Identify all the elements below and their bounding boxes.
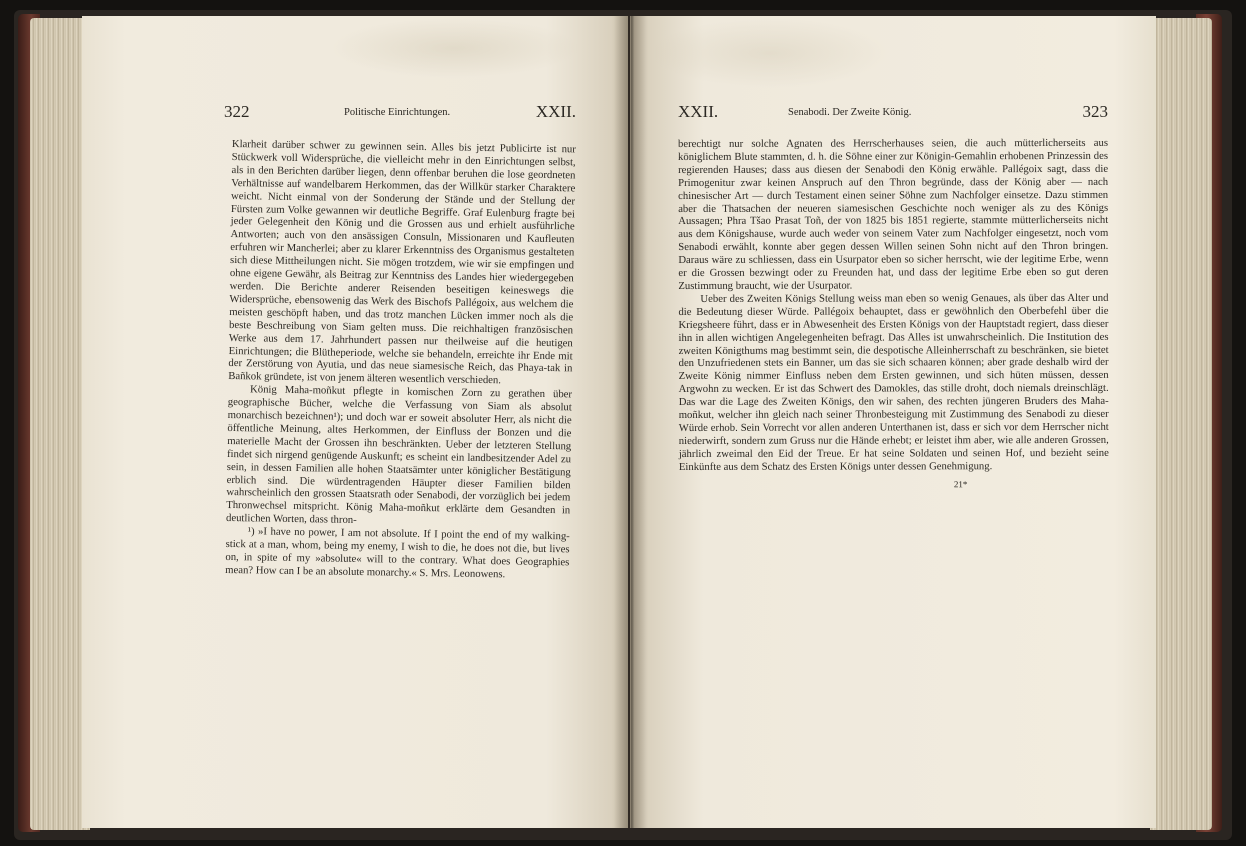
left-page-body <box>225 138 576 582</box>
left-page-header <box>224 102 576 128</box>
paragraph: Ueber des Zweiten Königs Stellung weiss man eben so wenig Genaues, als über das Alter und die Bedeutung dieser Würde. Pallégoix behauptet, dass er gewöhnlich den Oberbefehl über die Kriegsheere führt, dass er in Abwesenheit des Ersten Königs von der Hauptstadt regiert, dass dieser ihn in allen wichtigen Angelegenheiten befragt. Das Alles ist unwahrscheinlich. Die Institution des zweiten Königthums mag bestimmt sein, die despotische Alleinherrschaft zu beschränken, sie bietet den Unzufriedenen stets ein Banner, um das sie sich schaaren können; aber grade deshalb wird der Zweite König nimmer Einfluss neben dem Ersten gewinnen, und sich hüten müssen, dessen Argwohn zu wecken. Er ist das Schwert des Damokles, das stille droht, doch niemals dreinschlägt. Das war die Lage des Zweiten Königs, den wir sahen, des rechten jüngeren Bruders des Maha-moñkut, welcher ihn gleich nach seiner Thronbesteigung mit Zustimmung des Senabodi zu dieser Würde erhob. Sein Vorrecht vor allen anderen Unterthanen ist, dass er sich vor dem Herrscher nicht niederwirft, sondern zum Gruss nur die Hände erhebt; er leistet ihm aber, wie alle anderen Grossen, jährlich zweimal den Eid der Treue. Er hat seine Soldaten und seinen Hof, und bezieht seine Einkünfte aus dem Schatz des Ersten Königs unter dessen Genehmigung. <box>678 291 1109 473</box>
right-section-number: XXII. <box>678 102 719 121</box>
right-page-header <box>678 102 1108 128</box>
paragraph: berechtigt nur solche Agnaten des Herrscherhauses seien, die auch mütterlicherseits aus königlichem Blute stammten, d. h. die Söhne einer zur Königin-Gemahlin erhobenen Prinzessin des regierenden Hauses; dass aus diesen der Senabodi den König erwähle. Pallégoix sagt, dass die Primogenitur zwar keinen Anspruch auf den Thron begründe, dass der König aber — nach chinesischer Art — durch Testament einen seiner Söhne zum Nachfolger einsetze. Dazu stimmen aber die Thatsachen der neueren siamesischen Geschichte noch weniger als zu des Königs Aussagen; Phra Tšao Prasat Toñ, der von 1825 bis 1851 regierte, stammte mütterlicherseits nicht aus dem Königshause, wurde auch weder von seinem Vater zum Nachfolger eingesetzt, noch vom Senabodi erwählt, konnte aber gegen dessen Willen seinen Sohn nicht auf den Thron bringen. Daraus wäre zu schliessen, dass ein Usurpator eben so sicher herrscht, wie der legitime Erbe, wenn er die Grossen bezwingt oder zu Freunden hat, und dass der legitime Erbe eben so gut deren Zustimmung braucht, wie der Usurpator. <box>678 136 1109 292</box>
right-running-title: Senabodi. Der Zweite König. <box>788 107 912 118</box>
left-running-title: Politische Einrichtungen. <box>344 107 451 118</box>
right-page-number: 323 <box>1082 102 1108 121</box>
paper-stain <box>330 18 580 78</box>
paper-stain <box>650 18 890 88</box>
left-page <box>82 16 628 828</box>
paragraph: Klarheit darüber schwer zu gewinnen sein. Alles bis jetzt Publicirte ist nur Stückwerk voll Widersprüche, die vielleicht mehr in den Einrichtungen selbst, als in den Berichten darüber liegen, denn offenbar beruhen die lose geordneten Verhältnisse auf wandelbarem Herkommen, das der Willkür starker Charaktere weicht. Nicht einmal von der Sonderung der Stände und der Stellung der Fürsten zum Volke gewannen wir deutliche Begriffe. Graf Eulenburg fragte bei jeder Gelegenheit den König und die Grossen aus und erhielt ausführliche Antworten; auch von den ansässigen Consuln, Missionaren und Kaufleuten erfuhren wir Mancherlei; aber zu klarer Erkenntniss des Organismus gestalteten sich diese Mittheilungen nicht. Sie mögen trotzdem, wie wir sie empfingen und ohne eigene Gewähr, als Beitrag zur Kenntniss des Landes hier wiedergegeben werden. Die Berichte anderer Reisenden beseitigen keineswegs die Widersprüche, ebensowenig das Werk des Bischofs Pallégoix, aus welchem die meisten geschöpft haben, und das trotz manchen Lücken immer noch als die beste Beschreibung von Siam gelten muss. Die reichhaltigen französischen Werke aus dem 17. Jahrhundert passen nur theilweise auf die heutigen Einrichtungen; die Blütheperiode, welche sie behandeln, erreichte ihr Ende mit der Zerstörung von Ayutia, und das neue siamesische Reich, das Phaya-tak in Bañkok gründete, ist von jenem älteren wesentlich verschieden. <box>228 138 576 387</box>
right-page-body <box>678 137 1109 490</box>
left-section-number: XXII. <box>535 102 576 121</box>
right-page <box>630 16 1156 828</box>
signature-mark: 21* <box>953 478 968 489</box>
page-edges-left <box>30 18 90 830</box>
left-page-number: 322 <box>224 102 250 121</box>
footnote: ¹) »I have no power, I am not absolute. If I point the end of my walking-stick at a man, whom, being my enemy, I wish to die, he does not die, but lives on, in spite of my »absolute« will to the contrary. What does Geographies mean? How can I be an absolute monarchy.« S. Mrs. Leonowens. <box>225 525 570 581</box>
page-edges-right <box>1150 18 1212 830</box>
paragraph: König Maha-moñkut pflegte in komischen Zorn zu gerathen über geographische Bücher, welche die Verfassung von Siam als absolut monarchisch bezeichnen¹); und doch war er soweit absoluter Herr, als nicht die öffentliche Meinung, altes Herkommen, der Einfluss der Bonzen und die materielle Macht der Grossen ihn beschränkten. Ueber der letzteren Stellung findet sich nirgend genügende Auskunft; es scheint ein landbesitzender Adel zu sein, in dessen Familien alle hohen Staatsämter unter königlicher Bestätigung erblich sind. Die würdentragenden Häupter dieser Familien bilden wahrscheinlich den grossen Staatsrath oder Senabodi, der vorzüglich bei jedem Thronwechsel mitspricht. König Maha-moñkut erklärte dem Gesandten in deutlichen Worten, dass thron- <box>225 383 573 527</box>
